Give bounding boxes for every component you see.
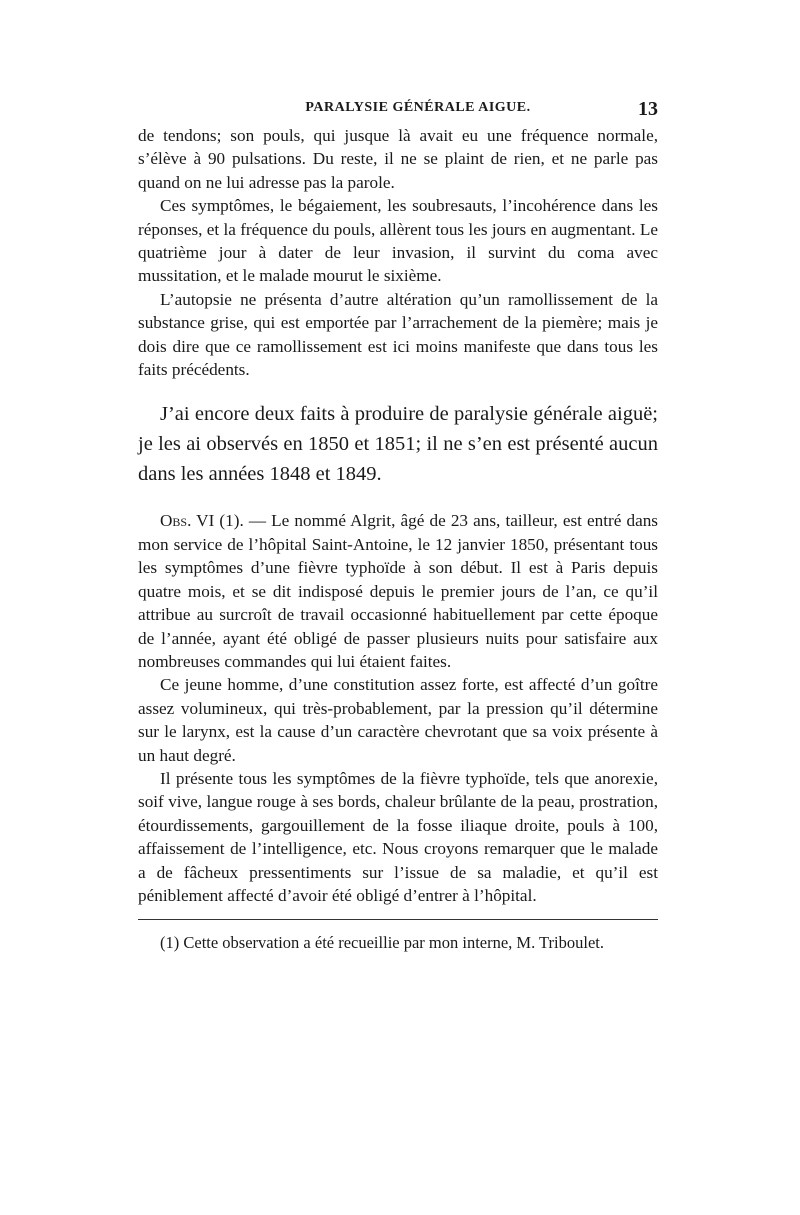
page-number: 13 — [638, 98, 658, 120]
observation-text: — Le nommé Algrit, âgé de 23 ans, tailleur, est entré dans mon service de l’hôpital Saint-Antoine, le 12 janvier 1850, présentant tous les symptômes d’une fièvre typhoïde à son début. Il est à Paris depuis quatre mois, et se dit indisposé depuis le premier jours de l’an, ce qu’il attribue au surcroît de travail occasionné habituellement par cette époque de l’année, ayant été obligé de passer plusieurs nuits pour satisfaire aux nombreuses commandes qui lui étaient faites. — [138, 511, 658, 671]
observation-paragraph — [138, 509, 658, 673]
footnote-rule — [138, 919, 658, 920]
intro-paragraph: J’ai encore deux faits à produire de paralysie générale aiguë; je les ai observés en 1850 et 1851; il ne s’en est présenté aucun dans les années 1848 et 1849. — [138, 403, 658, 486]
paragraph-symptoms: Ces symptômes, le bégaiement, les soubresauts, l’incohérence dans les réponses, et la fréquence du pouls, allèrent tous les jours en augmentant. Le quatrième jour à dater de leur invasion, il survint du coma avec mussitation, et le malade mourut le sixième. — [138, 196, 658, 286]
book-page — [138, 98, 658, 971]
paragraph-typhoid-symptoms: Il présente tous les symptômes de la fièvre typhoïde, tels que anorexie, soif vive, langue rouge à ses bords, chaleur brûlante de la peau, prostration, étourdissements, gargouillement de la fosse iliaque droite, pouls à 100, affaissement de l’intelligence, etc. Nous croyons remarquer que le malade a de fâcheux pressentiments sur l’issue de sa maladie, et qu’il est péniblement affecté d’avoir été obligé d’entrer à l’hôpital. — [138, 768, 658, 905]
observation-label: Obs. VI (1). — [160, 511, 244, 531]
footnote: (1) Cette observation a été recueillie par mon interne, M. Triboulet. — [160, 933, 605, 953]
running-head — [138, 98, 658, 124]
paragraph-constitution: Ce jeune homme, d’une constitution assez forte, est affecté d’un goître assez volumineux, qui très-probablement, par la pression qu’il détermine sur le larynx, est la cause d’un caractère chevrotant que sa voix présente à un haut degré. — [138, 675, 658, 765]
paragraph-continuation: de tendons; son pouls, qui jusque là avait eu une fréquence normale, s’élève à 90 pulsations. Du reste, il ne se plaint de rien, et ne parle pas quand on ne lui adresse pas la parole. — [138, 126, 658, 192]
running-title: PARALYSIE GÉNÉRALE AIGUE. — [305, 100, 531, 115]
paragraph-autopsy: L’autopsie ne présenta d’autre altération qu’un ramollissement de la substance grise, qui est emportée par l’arrachement de la piemère; mais je dois dire que ce ramollissement est ici moins manifeste que dans tous les faits précédents. — [138, 289, 658, 380]
